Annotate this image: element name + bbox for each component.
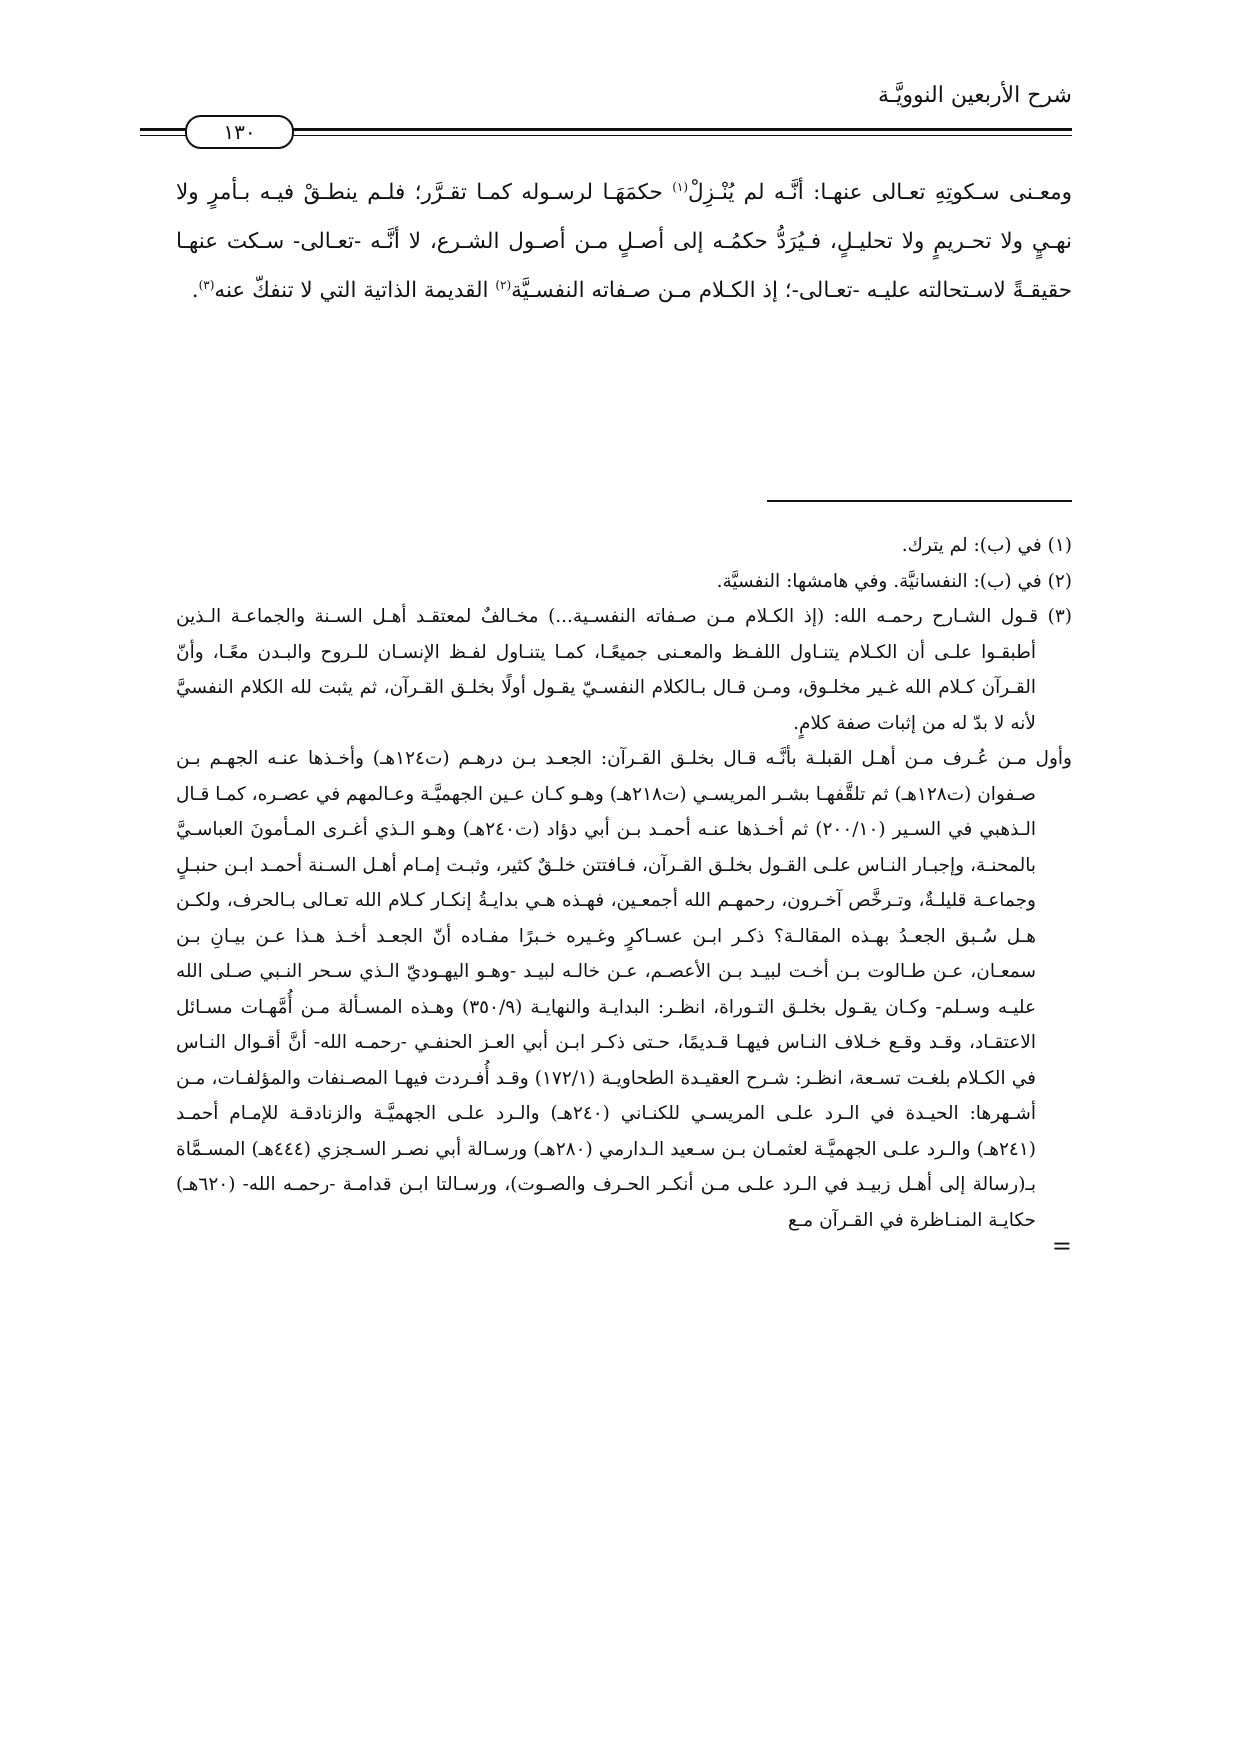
main-text-part-4: .	[191, 278, 199, 303]
main-paragraph	[176, 168, 1072, 315]
main-text-part-2: حكمَهَـا لرسـوله كمـا تقـرَّر؛ فلـم ينطـقْ فيـه بـأمرٍ ولا نهـيٍ ولا تحـريمٍ ولا تحليـلٍ، فـيُرَدُّ حكمُـه إلى أصـلٍ مـن أصـول الشـرع، لا أنَّـه -تعـالى- سـكت عنهـا حقيقـةً لاسـتحالته عليـه -تعـالى-؛ إذ الكـلام مـن صـفاته النفسـيَّة	[176, 180, 1072, 303]
footnotes-section	[176, 528, 1072, 1258]
continuation-mark: =	[1051, 1232, 1072, 1260]
footnote-ref-1[interactable]: (١)	[672, 179, 689, 194]
footnote-ref-3[interactable]: (٣)	[198, 277, 215, 292]
page-number: ١٣٠	[223, 120, 256, 144]
main-text-part-1: ومعـنى سـكوتِهِ تعـالى عنهـا: أنَّـه لم يُنْـزِلْ	[688, 180, 1072, 205]
footnote-3-continued: وأول مـن عُـرف مـن أهـل القبلـة بأنَّـه قـال بخلـق القـرآن: الجعـد بـن درهـم (ت١٢٤هـ) وأخـذها عنـه الجهـم بـن صـفوان (ت١٢٨هـ) ثم تلقَّفهـا بشـر المريسـي (ت٢١٨هـ) وهـو كـان عـين الجهميَّـة وعـالمهم في عصـره، كمـا قـال الـذهبي في السـير (٢٠٠/١٠) ثم أخـذها عنـه أحمـد بـن أبي دؤاد (ت٢٤٠هـ) وهـو الـذي أغـرى المـأمونَ العباسـيَّ بالمحنـة، وإجبـار النـاس علـى القـول بخلـق القـرآن، فـافتتن خلـقٌ كثير، وثبـت إمـام أهـل السـنة أحمـد ابـن حنبـلٍ وجماعـة قليلـةٌ، وتـرخَّص آخـرون، رحمهـم الله أجمعـين، فهـذه هـي بدايـةُ إنكـار كـلام الله تعـالى بـالحرف، ولكـن هـل سُـبق الجعـدُ بهـذه المقالـة؟ ذكـر ابـن عسـاكرٍ وغـيره خـبرًا مفـاده أنّ الجعـد أخـذ هـذا عـن بيـانِ بـن سمعـان، عـن طـالوت بـن أخـت لبيـد بـن الأعصـم، عـن خالـه لبيـد -وهـو اليهـوديّ الـذي سـحر النـبي صـلى الله عليـه وسـلم- وكـان يقـول بخلـق التـوراة، انظـر: البدايـة والنهايـة (٣٥٠/٩) وهـذه المسـألة مـن أُمَّهـات مسـائل الاعتقـاد، وقـد وقـع خـلاف النـاس فيهـا قـديمًا، حـتى ذكـر ابـن أبي العـز الحنفـي -رحمـه الله- أنَّ أقـوال النـاس في الكـلام بلغـت تسـعة، انظـر: شـرح العقيـدة الطحاويـة (١٧٢/١) وقـد أُفـردت فيهـا المصـنفات والمؤلفـات، مـن أشـهرها: الحيـدة في الـرد علـى المريسـي للكنـاني (٢٤٠هـ) والـرد علـى الجهميَّـة والزنادقـة للإمـام أحمـد (٢٤١هـ) والـرد علـى الجهميَّـة لعثمـان بـن سـعيد الـدارمي (٢٨٠هـ) ورسـالة أبي نصـر السـجزي (٤٤٤هـ) المسـمَّاة بـ(رسالة إلى أهـل زبيـد في الـرد علـى مـن أنكـر الحـرف والصـوت)، ورسـالتا ابـن قدامـة -رحمـه الله- (٦٢٠هـ) حكايـة المنـاظرة في القـرآن مـع	[175, 748, 1072, 1231]
main-text-part-3: القديمة الذاتية التي لا تنفكّ عنه	[214, 278, 496, 303]
running-title: شرح الأربعين النوويَّـة	[878, 83, 1072, 108]
footnote-2: (٢) في (ب): النفسانيَّة. وفي هامشها: النفسيَّة.	[716, 570, 1072, 592]
page-number-badge	[185, 115, 294, 149]
footnote-3: (٣) قـول الشـارح رحمـه الله: (إذ الكـلام مـن صـفاته النفسـية...) مخـالفٌ لمعتقـد أهـل السـنة والجماعـة الـذين أطبقـوا علـى أن الكـلام يتنـاول اللفـظ والمعـنى جميعًـا، كمـا يتنـاول لفـظ الإنسـان للـروح والبـدن معًـا، وأنّ القـرآن كـلام الله غـير مخلـوق، ومـن قـال بـالكلام النفسـيّ يقـول أولًا بخلـق القـرآن، ثم يثبت لله الكلام النفسيَّ لأنه لا بدّ له من إثبات صفة كلامٍ.	[176, 606, 1072, 734]
footnote-separator	[767, 500, 1072, 502]
footnote-ref-2[interactable]: (٢)	[495, 277, 512, 292]
footnote-1: (١) في (ب): لم يترك.	[901, 535, 1072, 556]
